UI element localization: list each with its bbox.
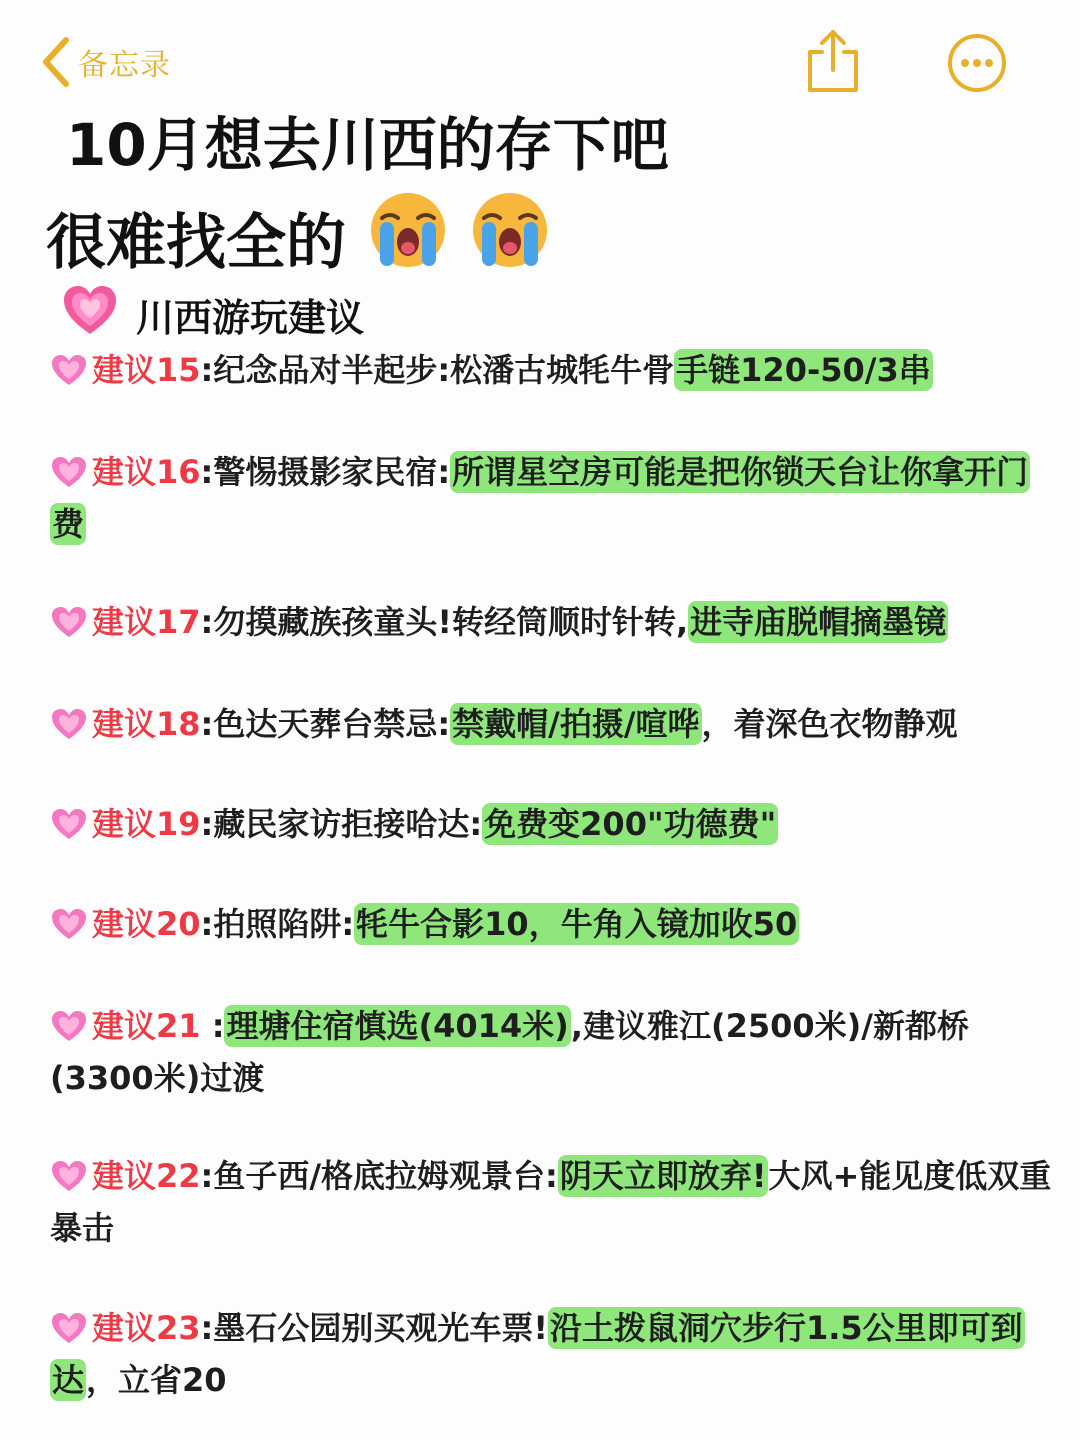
- tip-text-tail: ，立省20: [86, 1361, 227, 1399]
- crying-face-icon: [470, 190, 550, 285]
- heart-icon: [50, 605, 88, 639]
- tip-text-tail: 大风+能见度低双重暴击: [50, 1157, 1052, 1247]
- tip-item: [50, 1000, 1060, 1104]
- tip-label: 建议22: [92, 1157, 201, 1195]
- heart-icon: [50, 353, 88, 387]
- tip-highlight: 免费变200"功德费": [484, 805, 777, 843]
- tip-item: [50, 698, 1060, 750]
- tip-text: :: [200, 1007, 225, 1045]
- more-button[interactable]: [946, 32, 1008, 94]
- tip-label: 建议18: [92, 705, 201, 743]
- heart-icon: [50, 455, 88, 489]
- tip-item: [50, 1150, 1060, 1254]
- heart-icon: [50, 907, 88, 941]
- growing-heart-icon: [62, 284, 118, 345]
- more-icon: [946, 32, 1008, 94]
- tip-text: :色达天葬台禁忌:: [200, 705, 451, 743]
- tip-highlight: 阴天立即放弃!: [559, 1157, 767, 1195]
- heart-icon: [50, 1311, 88, 1345]
- note-subtitle-text: 很难找全的: [46, 207, 346, 278]
- share-button[interactable]: [802, 28, 864, 94]
- tip-text: :警惕摄影家民宿:: [200, 453, 451, 491]
- tip-text: :鱼子西/格底拉姆观景台:: [200, 1157, 558, 1195]
- back-button[interactable]: [40, 34, 171, 90]
- share-icon: [802, 28, 864, 94]
- section-heading-text: 川西游玩建议: [136, 296, 365, 340]
- tip-label: 建议16: [92, 453, 201, 491]
- tip-item: [50, 898, 1060, 950]
- tip-text: :墨石公园别买观光车票!: [200, 1309, 548, 1347]
- tip-item: [50, 596, 1060, 648]
- heart-icon: [50, 1009, 88, 1043]
- tip-highlight: 理塘住宿慎选(4014米): [226, 1007, 569, 1045]
- tip-label: 建议21: [92, 1007, 201, 1045]
- tip-text-tail: ,建议雅江(2500米)/新都桥(3300米)过渡: [50, 1007, 969, 1097]
- chevron-left-icon: [40, 36, 72, 88]
- crying-face-icon: [368, 190, 448, 285]
- heart-icon: [50, 1159, 88, 1193]
- tip-label: 建议23: [92, 1309, 201, 1347]
- tip-item: [50, 1302, 1060, 1406]
- tip-text: :藏民家访拒接哈达:: [200, 805, 483, 843]
- back-label: 备忘录: [78, 48, 171, 83]
- tip-highlight: 禁戴帽/拍摄/喧哗: [452, 705, 700, 743]
- tip-text: :拍照陷阱:: [200, 905, 355, 943]
- heart-icon: [50, 807, 88, 841]
- tip-highlight: 手链120-50/3串: [676, 351, 931, 389]
- tip-item: [50, 798, 1060, 850]
- tip-highlight: 牦牛合影10，牛角入镜加收50: [356, 905, 798, 943]
- tip-text-tail: ，着深色衣物静观: [701, 705, 958, 743]
- section-heading: [62, 284, 364, 345]
- note-title: 10月想去川西的存下吧: [66, 111, 669, 179]
- tip-highlight: 进寺庙脱帽摘墨镜: [690, 603, 947, 641]
- tip-label: 建议19: [92, 805, 201, 843]
- tip-highlight: 沿土拨鼠洞穴步行1.5公里即可到达: [52, 1309, 1023, 1399]
- tip-label: 建议17: [92, 603, 201, 641]
- tip-item: [50, 446, 1060, 550]
- tip-label: 建议20: [92, 905, 201, 943]
- tip-text: :勿摸藏族孩童头!转经筒顺时针转,: [200, 603, 689, 641]
- tip-item: [50, 344, 1060, 396]
- tip-text: :纪念品对半起步:松潘古城牦牛骨: [200, 351, 675, 389]
- heart-icon: [50, 707, 88, 741]
- tip-highlight: 所谓星空房可能是把你锁天台让你拿开门费: [52, 453, 1029, 543]
- note-subtitle: [46, 190, 550, 285]
- tip-label: 建议15: [92, 351, 201, 389]
